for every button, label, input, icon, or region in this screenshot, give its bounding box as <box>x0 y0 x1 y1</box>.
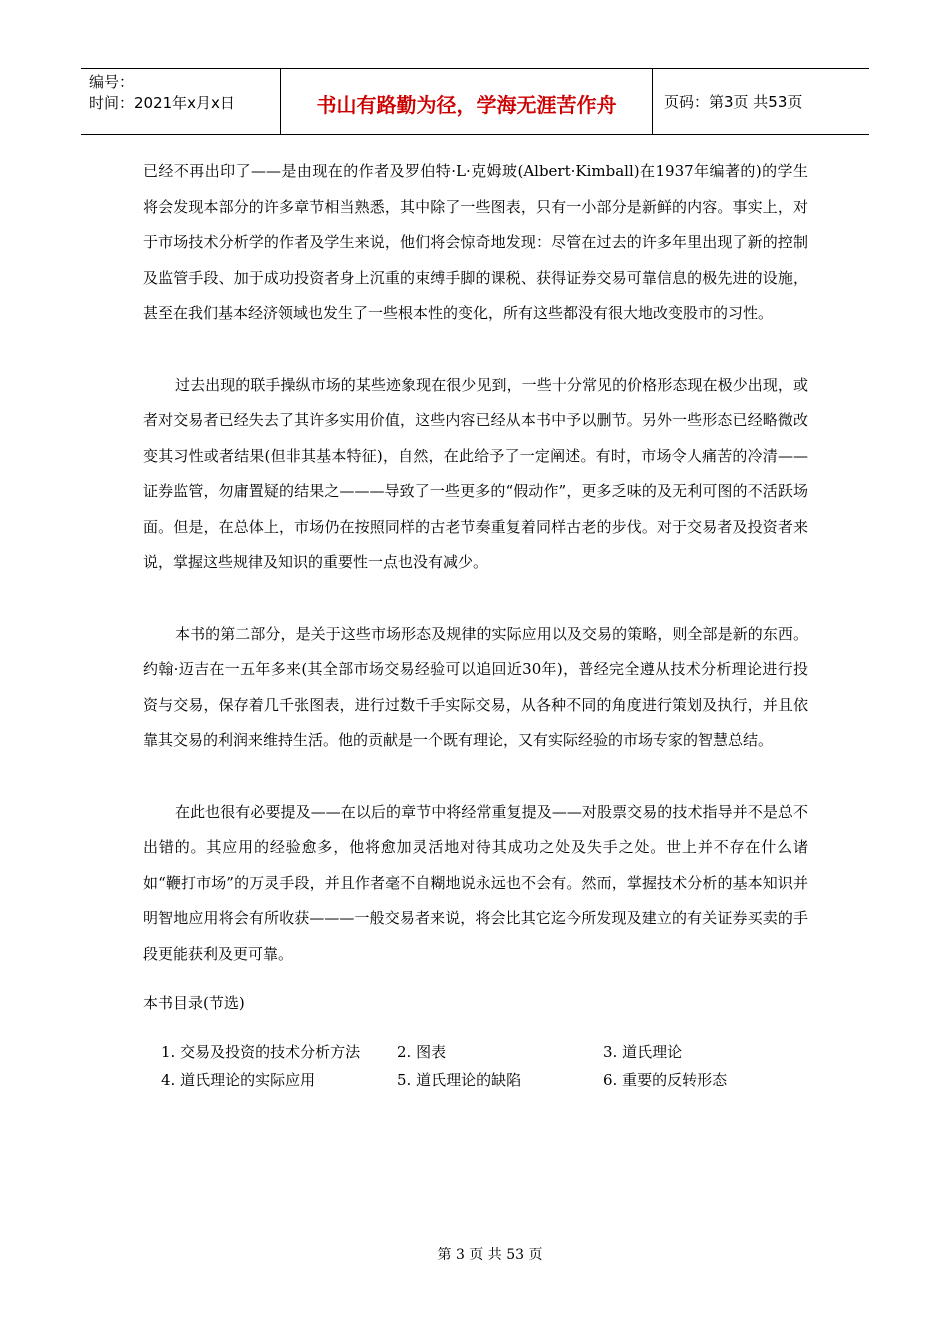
toc-item: 3. 道氏理论 <box>603 1042 683 1061</box>
document-number-label: 编号： <box>89 73 135 91</box>
toc-title: 本书目录(节选) <box>143 994 245 1012</box>
toc-list <box>161 1038 808 1094</box>
document-time-label: 时间：2021年x月x日 <box>89 94 235 112</box>
toc-item: 4. 道氏理论的实际应用 <box>161 1070 316 1089</box>
paragraph-gap <box>143 332 808 368</box>
header-page-info: 页码：第3页 共53页 <box>664 93 803 111</box>
paragraph-gap <box>143 759 808 795</box>
document-body <box>143 154 808 1094</box>
page-footer: 第 3 页 共 53 页 <box>437 1247 543 1263</box>
toc-item: 1. 交易及投资的技术分析方法 <box>161 1042 361 1061</box>
header-motto: 书山有路勤为径，学海无涯苦作舟 <box>281 69 653 134</box>
body-paragraph: 在此也很有必要提及——在以后的章节中将经常重复提及——对股票交易的技术指导并不是总不出错的。其应用的经验愈多，他将愈加灵活地对待其成功之处及失手之处。世上并不存在什么诸如“鞭打市场”的万灵手段，并且作者毫不自糊地说永远也不会有。然而，掌握技术分析的基本知识并明智地应用将会有所收获———一般交易者来说，将会比其它迄今所发现及建立的有关证券买卖的手段更能获利及更可靠。 <box>143 802 808 963</box>
header-meta <box>81 69 281 134</box>
paragraph-gap <box>143 581 808 617</box>
body-paragraph: 过去出现的联手操纵市场的某些迹象现在很少见到，一些十分常见的价格形态现在极少出现，或者对交易者已经失去了其许多实用价值，这些内容已经从本书中予以删节。另外一些形态已经略微改变其习性或者结果(但非其基本特征)，自然，在此给予了一定阐述。有时，市场令人痛苦的冷清——证券监管，勿庸置疑的结果之———导致了一些更多的“假动作”，更多乏味的及无利可图的不活跃场面。但是，在总体上，市场仍在按照同样的古老节奏重复着同样古老的步伐。对于交易者及投资者来说，掌握这些规律及知识的重要性一点也没有减少。 <box>143 375 808 571</box>
page-header <box>81 68 869 135</box>
toc-item: 2. 图表 <box>397 1042 447 1061</box>
toc-item: 5. 道氏理论的缺陷 <box>397 1070 522 1089</box>
toc-item: 6. 重要的反转形态 <box>603 1070 728 1089</box>
body-paragraph: 本书的第二部分，是关于这些市场形态及规律的实际应用以及交易的策略，则全部是新的东西。约翰·迈吉在一五年多来(其全部市场交易经验可以追回近30年)，普经完全遵从技术分析理论进行投资与交易，保存着几千张图表，进行过数千手实际交易，从各种不同的角度进行策划及执行，并且依靠其交易的利润来维持生活。他的贡献是一个既有理论，又有实际经验的市场专家的智慧总结。 <box>143 624 808 749</box>
body-paragraph: 已经不再出印了——是由现在的作者及罗伯特·L·克姆玻(Albert·Kimball)在1937年编著的)的学生将会发现本部分的许多章节相当熟悉，其中除了一些图表，只有一小部分是新鲜的内容。事实上，对于市场技术分析学的作者及学生来说，他们将会惊奇地发现：尽管在过去的许多年里出现了新的控制及监管手段、加于成功投资者身上沉重的束缚手脚的课税、获得证券交易可靠信息的极先进的设施，甚至在我们基本经济领域也发生了一些根本性的变化，所有这些都没有很大地改变股市的习性。 <box>143 162 808 322</box>
